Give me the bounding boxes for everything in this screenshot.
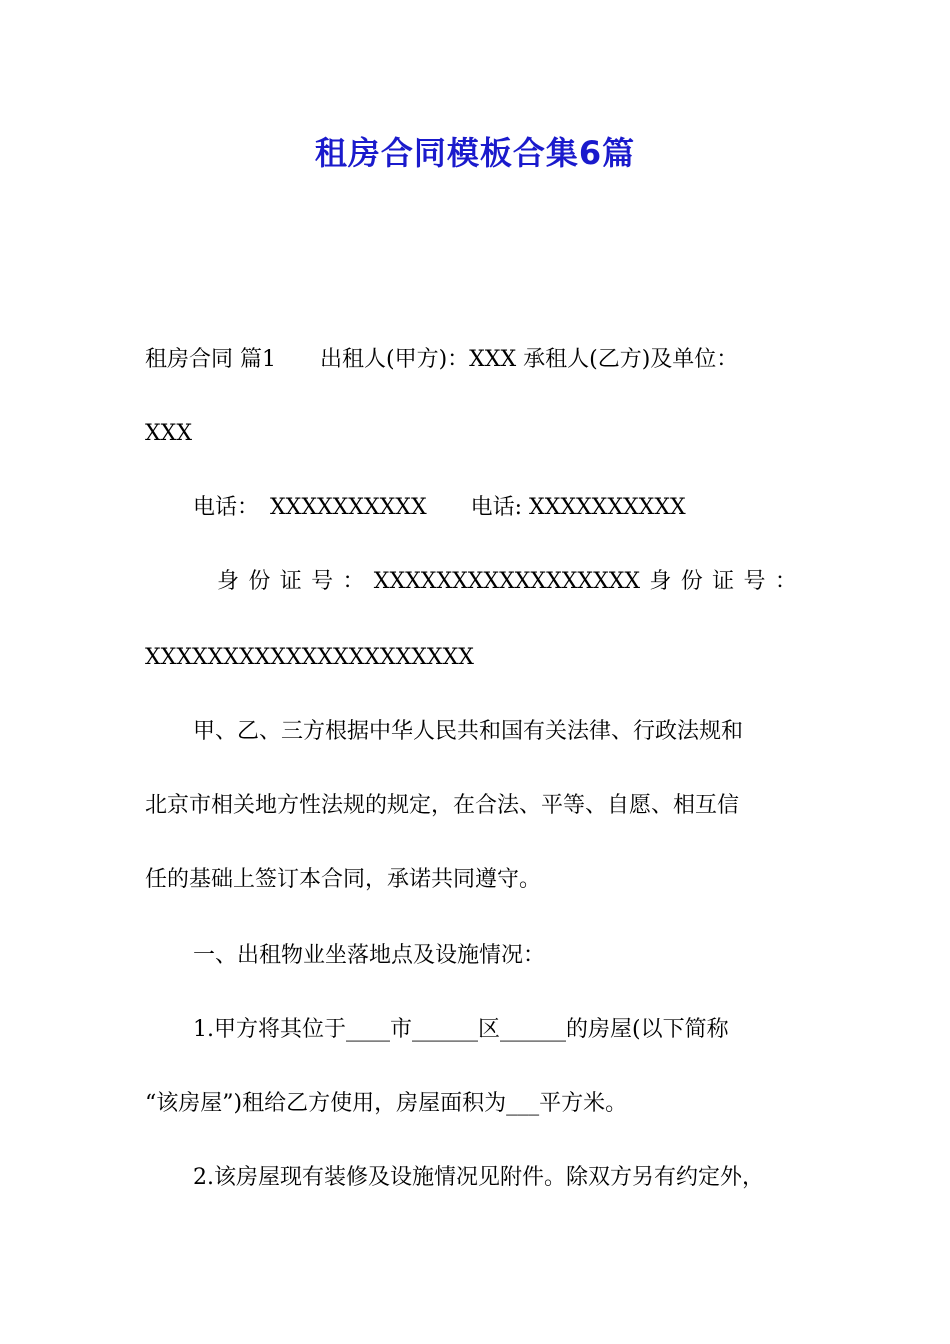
id-char: 身 bbox=[649, 569, 672, 594]
id-char: 号 bbox=[311, 569, 334, 594]
paragraph-line: 2.该房屋现有装修及设施情况见附件。除双方另有约定外， bbox=[193, 1165, 764, 1190]
id-char: ： bbox=[774, 569, 797, 594]
id-char: 证 bbox=[712, 569, 735, 594]
id-char: 份 bbox=[680, 569, 703, 594]
paragraph-line: 北京市相关地方性法规的规定，在合法、平等、自愿、相互信 bbox=[145, 793, 740, 818]
paragraph-line: 租房合同 篇1 出租人(甲方)：XXX 承租人(乙方)及单位： bbox=[145, 347, 739, 372]
document-title: 租房合同模板合集6篇 bbox=[314, 134, 636, 172]
paragraph-line: “该房屋”)租给乙方使用，房屋面积为___平方米。 bbox=[145, 1091, 628, 1116]
id-char: 号 bbox=[743, 569, 766, 594]
id-char: ： bbox=[342, 569, 365, 594]
id-number-value: XXXXXXXXXXXXXXXXX bbox=[373, 569, 641, 594]
paragraph-line: XXX bbox=[145, 421, 192, 446]
paragraph-line: 任的基础上签订本合同，承诺共同遵守。 bbox=[145, 867, 542, 892]
id-number-line bbox=[217, 567, 797, 597]
paragraph-line: XXXXXXXXXXXXXXXXXXXXX bbox=[145, 645, 474, 670]
paragraph-line: 电话： XXXXXXXXXX 电话: XXXXXXXXXX bbox=[193, 495, 686, 520]
paragraph-line: 1.甲方将其位于____市______区______的房屋(以下简称 bbox=[193, 1017, 729, 1042]
id-char: 身 bbox=[217, 569, 240, 594]
paragraph-line: 甲、乙、三方根据中华人民共和国有关法律、行政法规和 bbox=[193, 719, 744, 744]
id-char: 份 bbox=[248, 569, 271, 594]
id-char: 证 bbox=[279, 569, 302, 594]
section-heading: 一、出租物业坐落地点及设施情况： bbox=[193, 943, 546, 968]
